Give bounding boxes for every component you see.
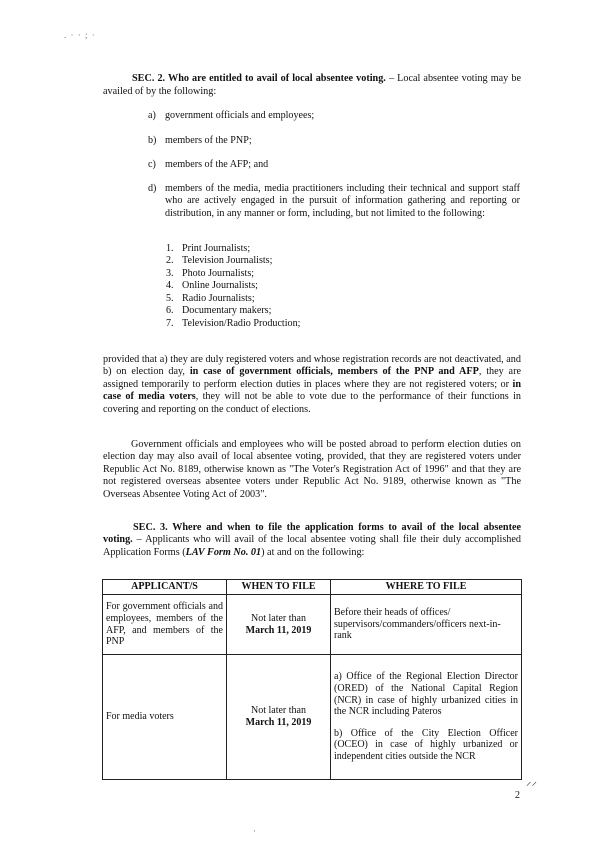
media-list-item: 4. Online Journalists;	[166, 280, 258, 291]
form-reference: LAV Form No. 01	[185, 546, 262, 558]
where-cell: a) Office of the Regional Election Director (ORED) of the National Capital Region (NCR) in case of highly urbanized cities in the NCR including Pateros b) Office of the City Election Officer (OCEO) in case of highly urbanized or independent cities outside the NCR	[331, 655, 522, 780]
column-header-when: WHEN TO FILE	[227, 580, 331, 595]
list-item-text: members of the media, media practitioners including their technical and support staff who are actively engaged in the pursuit of information gathering and reporting or distribution, in any manner or form, including, but not limited to the following:	[165, 183, 520, 219]
media-list-item: 1. Print Journalists;	[166, 243, 251, 254]
applicant-cell: For media voters	[103, 655, 227, 780]
media-list-item: 2. Television Journalists;	[166, 255, 273, 266]
table-row	[103, 595, 522, 655]
proviso-paragraph: provided that a) they are duly registered voters and whose registration records are not deactivated, and b) on election day, in case of government officials, members of the PNP and AFP, they are assigned temporarily to perform election duties in places where they are not registered voters; or in case of media voters, they will not be able to vote due to the performance of their functions in covering and reporting on the conduct of elections.	[103, 354, 522, 415]
corner-mark: . · · ; ·	[64, 30, 96, 40]
when-cell: Not later than March 11, 2019	[227, 655, 331, 780]
media-list-item: 5. Radio Journalists;	[166, 293, 255, 304]
abroad-paragraph: Government officials and employees who will be posted abroad to perform election duties on election day may also avail of local absentee voting, provided, that they are registered voters under Republic Act No. 8189, otherwise known as "The Voter's Registration Act of 1996" and that they are not registered overseas absentee voters under Republic Act No. 9189, otherwise known as "The Overseas Absentee Voting Act of 2003".	[103, 439, 521, 500]
list-item-text: members of the AFP; and	[165, 159, 269, 170]
media-list-item: 3. Photo Journalists;	[166, 268, 255, 279]
column-header-where: WHERE TO FILE	[331, 580, 522, 595]
when-cell: Not later than March 11, 2019	[227, 595, 331, 655]
list-item-label: d)	[148, 183, 157, 194]
sec2-heading: SEC. 2. Who are entitled to avail of local absentee voting.	[132, 73, 386, 84]
page-number: 2	[515, 790, 520, 801]
sec3-heading: SEC. 3. Where and when to file the application forms to avail of the local absentee voting.	[103, 522, 521, 546]
column-header-applicants: APPLICANT/S	[103, 580, 227, 595]
list-item-text: members of the PNP;	[165, 135, 252, 146]
list-item-a	[148, 110, 314, 122]
sec3-paragraph: SEC. 3. Where and when to file the application forms to avail of the local absentee voting. – Applicants who will avail of the local absentee voting shall file their duly accomplished Application Forms (LAV Form No. 01) at and on the following:	[103, 522, 521, 558]
list-item-c	[148, 159, 268, 171]
list-item-text: government officials and employees;	[165, 110, 315, 121]
sec2-paragraph	[103, 73, 521, 98]
margin-initial: ⸝⸝	[526, 776, 537, 788]
filing-table	[102, 579, 522, 780]
media-list-item: 6. Documentary makers;	[166, 305, 272, 316]
applicant-cell: For government officials and employees, members of the AFP, and members of the PNP	[103, 595, 227, 655]
list-item-label: b)	[148, 135, 157, 146]
bottom-mark: ·	[253, 826, 256, 836]
media-list-item: 7. Television/Radio Production;	[166, 318, 301, 329]
table-header-row	[103, 580, 522, 595]
list-item-label: a)	[148, 110, 156, 121]
sec2-intro: – Local absentee voting may be availed of by the following:	[103, 73, 521, 97]
list-item-b	[148, 135, 252, 147]
where-cell: Before their heads of offices/ supervisors/commanders/officers next-in-rank	[331, 595, 522, 655]
table-row	[103, 655, 522, 780]
list-item-label: c)	[148, 159, 156, 170]
list-item-d	[148, 183, 520, 220]
